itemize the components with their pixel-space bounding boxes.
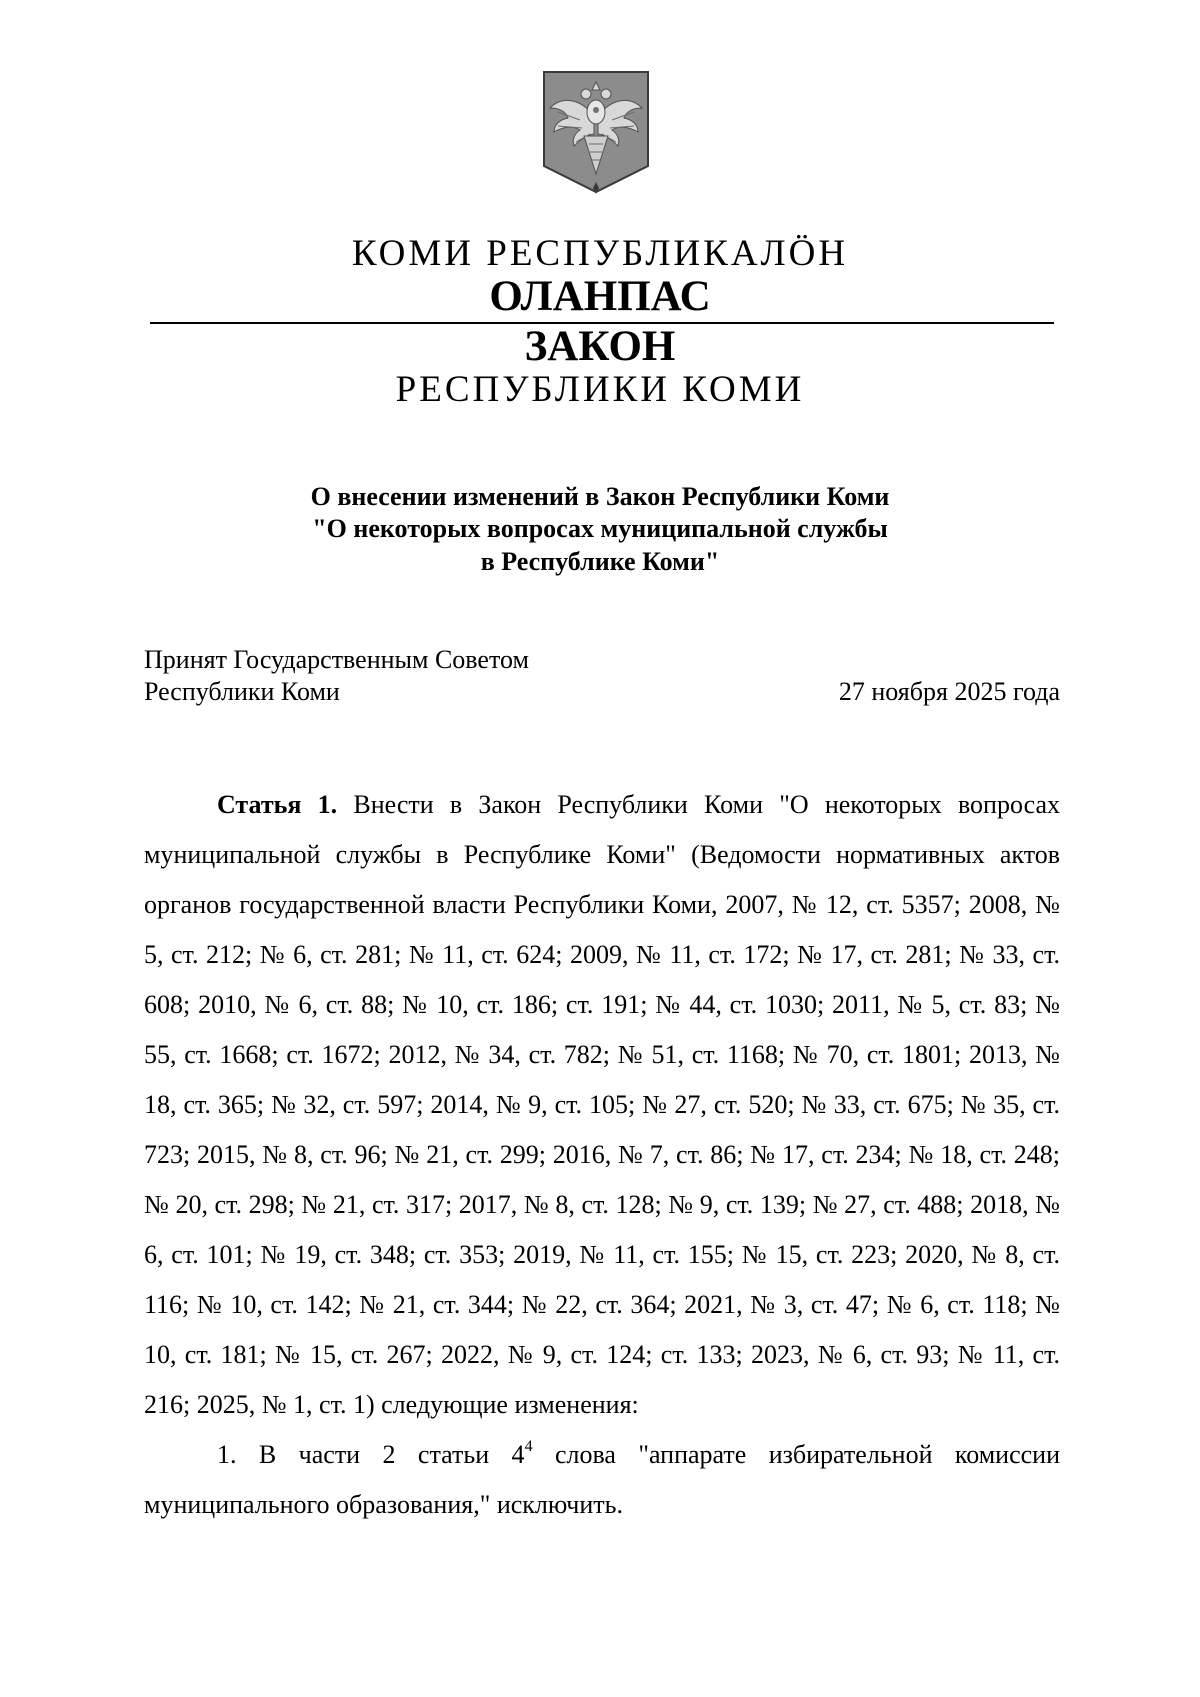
item-1-paragraph <box>144 1430 1060 1530</box>
adopted-by-line-1: Принят Государственным Советом <box>144 645 529 674</box>
article-1-paragraph <box>144 780 1060 1430</box>
komi-coat-of-arms-icon <box>540 68 652 196</box>
header-komi-line: КОМИ РЕСПУБЛИКАЛӦН <box>351 233 849 274</box>
adopted-by-line-2: Республики Коми <box>144 677 340 706</box>
article-1-text: Внести в Закон Республики Коми "О некоторых вопросах муниципальной службы в Республике Коми" (Ведомости нормативных актов органов государственной власти Республики Коми, 2007, № 12, ст. 5357; 2008, № 5, ст. 212; № 6, ст. 281; № 11, ст. 624; 2009, № 11, ст. 172; № 17, ст. 281; № 33, ст. 608; 2010, № 6, ст. 88; № 10, ст. 186; ст. 191; № 44, ст. 1030; 2011, № 5, ст. 83; № 55, ст. 1668; ст. 1672; 2012, № 34, ст. 782; № 51, ст. 1168; № 70, ст. 1801; 2013, № 18, ст. 365; № 32, ст. 597; 2014, № 9, ст. 105; № 27, ст. 520; № 33, ст. 675; № 35, ст. 723; 2015, № 8, ст. 96; № 21, ст. 299; 2016, № 7, ст. 86; № 17, ст. 234; № 18, ст. 248; № 20, ст. 298; № 21, ст. 317; 2017, № 8, ст. 128; № 9, ст. 139; № 27, ст. 488; 2018, № 6, ст. 101; № 19, ст. 348; ст. 353; 2019, № 11, ст. 155; № 15, ст. 223; 2020, № 8, ст. 116; № 10, ст. 142; № 21, ст. 344; № 22, ст. 364; 2021, № 3, ст. 47; № 6, ст. 118; № 10, ст. 181; № 15, ст. 267; 2022, № 9, ст. 124; ст. 133; 2023, № 6, ст. 93; № 11, ст. 216; 2025, № 1, ст. 1) следующие изменения: <box>144 790 1061 1419</box>
law-title-line-3: в Республике Коми" <box>480 547 720 576</box>
law-title-line-1: О внесении изменений в Закон Республики Коми <box>310 482 890 511</box>
item-1-suffix: слова "аппарате избирательной комиссии муниципального образования," исключить. <box>144 1440 1060 1519</box>
adoption-date: 27 ноября 2025 года <box>838 677 1060 706</box>
law-title-line-2: "О некоторых вопросах муниципальной службы <box>312 514 888 543</box>
item-1-prefix: 1. В части 2 статьи 4 <box>217 1440 525 1469</box>
header-olanpas: ОЛАНПАС <box>489 273 711 320</box>
article-1-label: Статья 1. <box>217 790 338 819</box>
header-zakon: ЗАКОН <box>524 323 676 370</box>
item-1-superscript: 4 <box>524 1438 533 1456</box>
header-respubliki-line: РЕСПУБЛИКИ КОМИ <box>395 369 805 410</box>
law-body <box>144 780 1060 1530</box>
